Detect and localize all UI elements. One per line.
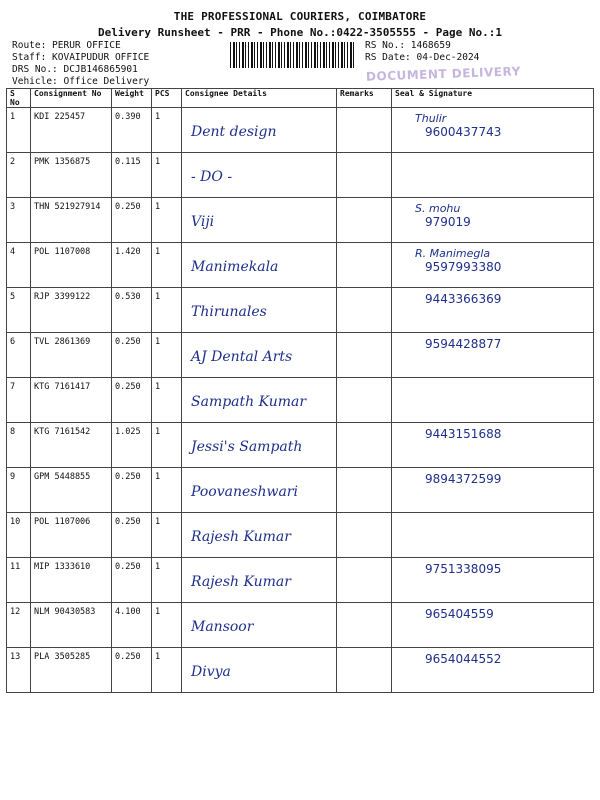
signature-block bbox=[395, 202, 590, 229]
cell-weight: 0.250 bbox=[112, 468, 152, 513]
signature-block bbox=[395, 427, 590, 441]
receiver-phone: 9443366369 bbox=[425, 292, 502, 306]
cell-remarks bbox=[337, 288, 392, 333]
signature-scribble: Thulir bbox=[415, 112, 447, 125]
col-header-consignment: Consignment No bbox=[31, 89, 112, 108]
cell-consignee bbox=[182, 333, 337, 378]
col-header-remarks: Remarks bbox=[337, 89, 392, 108]
cell-consignment: TVL 2861369 bbox=[31, 333, 112, 378]
table-row bbox=[7, 153, 594, 198]
receiver-phone: 9654044552 bbox=[425, 652, 502, 666]
cell-signature bbox=[392, 378, 594, 423]
cell-pcs: 1 bbox=[152, 378, 182, 423]
col-header-pcs: PCS bbox=[152, 89, 182, 108]
table-row bbox=[7, 468, 594, 513]
cell-consignment: KTG 7161417 bbox=[31, 378, 112, 423]
cell-consignee bbox=[182, 603, 337, 648]
table-row bbox=[7, 378, 594, 423]
cell-remarks bbox=[337, 153, 392, 198]
signature-block bbox=[395, 337, 590, 351]
cell-consignment: PMK 1356875 bbox=[31, 153, 112, 198]
cell-remarks bbox=[337, 468, 392, 513]
consignee-handwriting: Mansoor bbox=[191, 619, 254, 635]
rs-number: RS No.: 1468659 bbox=[365, 40, 451, 51]
cell-remarks bbox=[337, 108, 392, 153]
receiver-phone: 9594428877 bbox=[425, 337, 502, 351]
signature-block bbox=[395, 472, 590, 486]
cell-pcs: 1 bbox=[152, 468, 182, 513]
cell-remarks bbox=[337, 558, 392, 603]
document-delivery-stamp: DOCUMENT DELIVERY bbox=[365, 64, 521, 84]
header-right-info bbox=[365, 40, 479, 64]
table-row bbox=[7, 603, 594, 648]
cell-sno: 1 bbox=[7, 108, 31, 153]
signature-scribble: S. mohu bbox=[415, 202, 461, 215]
cell-weight: 1.025 bbox=[112, 423, 152, 468]
cell-pcs: 1 bbox=[152, 198, 182, 243]
cell-pcs: 1 bbox=[152, 153, 182, 198]
header-left-info bbox=[12, 40, 149, 88]
consignee-handwriting: - DO - bbox=[191, 169, 233, 185]
table-header-row bbox=[7, 89, 594, 108]
cell-pcs: 1 bbox=[152, 243, 182, 288]
cell-sno: 10 bbox=[7, 513, 31, 558]
table-body bbox=[7, 108, 594, 693]
cell-weight: 0.250 bbox=[112, 513, 152, 558]
barcode-graphic bbox=[230, 42, 355, 68]
cell-consignee bbox=[182, 648, 337, 693]
cell-signature bbox=[392, 603, 594, 648]
cell-signature bbox=[392, 468, 594, 513]
cell-pcs: 1 bbox=[152, 333, 182, 378]
signature-block bbox=[395, 607, 590, 621]
cell-pcs: 1 bbox=[152, 423, 182, 468]
consignee-handwriting: Divya bbox=[191, 664, 231, 680]
receiver-phone: 9751338095 bbox=[425, 562, 502, 576]
cell-pcs: 1 bbox=[152, 108, 182, 153]
consignee-handwriting: Dent design bbox=[191, 124, 277, 140]
receiver-phone: 9443151688 bbox=[425, 427, 502, 441]
cell-signature bbox=[392, 513, 594, 558]
company-title: THE PROFESSIONAL COURIERS, COIMBATORE bbox=[173, 10, 427, 23]
cell-weight: 0.250 bbox=[112, 648, 152, 693]
signature-block bbox=[395, 292, 590, 306]
cell-remarks bbox=[337, 243, 392, 288]
cell-consignee bbox=[182, 198, 337, 243]
col-header-signature: Seal & Signature bbox=[392, 89, 594, 108]
runsheet-subtitle: Delivery Runsheet - PRR - Phone No.:0422-3505555 - Page No.:1 bbox=[98, 26, 502, 39]
cell-consignee bbox=[182, 513, 337, 558]
cell-weight: 0.530 bbox=[112, 288, 152, 333]
cell-sno: 9 bbox=[7, 468, 31, 513]
signature-scribble: R. Manimegla bbox=[415, 247, 491, 260]
cell-remarks bbox=[337, 198, 392, 243]
cell-signature bbox=[392, 108, 594, 153]
consignee-handwriting: Rajesh Kumar bbox=[191, 529, 291, 545]
staff-label: Staff: KOVAIPUDUR OFFICE bbox=[12, 52, 150, 63]
drs-number: DRS No.: DCJB146865901 bbox=[12, 64, 138, 75]
receiver-phone: 965404559 bbox=[425, 607, 494, 621]
col-header-weight: Weight bbox=[112, 89, 152, 108]
table-row bbox=[7, 288, 594, 333]
table-row bbox=[7, 198, 594, 243]
cell-remarks bbox=[337, 648, 392, 693]
cell-consignment: RJP 3399122 bbox=[31, 288, 112, 333]
consignee-handwriting: Thirunales bbox=[191, 304, 267, 320]
cell-weight: 0.250 bbox=[112, 333, 152, 378]
consignee-handwriting: Manimekala bbox=[191, 259, 279, 275]
cell-consignment: KTG 7161542 bbox=[31, 423, 112, 468]
cell-pcs: 1 bbox=[152, 288, 182, 333]
cell-consignee bbox=[182, 468, 337, 513]
col-header-consignee: Consignee Details bbox=[182, 89, 337, 108]
cell-sno: 7 bbox=[7, 378, 31, 423]
cell-signature bbox=[392, 198, 594, 243]
cell-consignee bbox=[182, 153, 337, 198]
route-label: Route: PERUR OFFICE bbox=[12, 40, 121, 51]
vehicle-label: Vehicle: Office Delivery bbox=[12, 76, 150, 87]
table-row bbox=[7, 513, 594, 558]
consignee-handwriting: Poovaneshwari bbox=[191, 484, 298, 500]
cell-sno: 6 bbox=[7, 333, 31, 378]
cell-sno: 3 bbox=[7, 198, 31, 243]
consignee-handwriting: AJ Dental Arts bbox=[191, 349, 293, 365]
signature-block bbox=[395, 247, 590, 274]
cell-consignee bbox=[182, 288, 337, 333]
table-row bbox=[7, 648, 594, 693]
cell-consignment: GPM 5448855 bbox=[31, 468, 112, 513]
cell-consignee bbox=[182, 243, 337, 288]
cell-remarks bbox=[337, 603, 392, 648]
cell-sno: 2 bbox=[7, 153, 31, 198]
table-row bbox=[7, 108, 594, 153]
cell-signature bbox=[392, 153, 594, 198]
cell-consignment: THN 521927914 bbox=[31, 198, 112, 243]
cell-consignee bbox=[182, 378, 337, 423]
consignee-handwriting: Viji bbox=[191, 214, 215, 230]
delivery-table bbox=[6, 88, 594, 693]
cell-signature bbox=[392, 423, 594, 468]
cell-pcs: 1 bbox=[152, 648, 182, 693]
cell-sno: 11 bbox=[7, 558, 31, 603]
cell-consignee bbox=[182, 108, 337, 153]
cell-weight: 0.250 bbox=[112, 558, 152, 603]
cell-consignment: POL 1107006 bbox=[31, 513, 112, 558]
table-row bbox=[7, 558, 594, 603]
cell-consignee bbox=[182, 423, 337, 468]
cell-consignee bbox=[182, 558, 337, 603]
cell-consignment: PLA 3505285 bbox=[31, 648, 112, 693]
cell-pcs: 1 bbox=[152, 513, 182, 558]
cell-signature bbox=[392, 288, 594, 333]
receiver-phone: 9600437743 bbox=[425, 125, 502, 139]
col-header-sno: S No bbox=[7, 89, 31, 108]
cell-consignment: MIP 1333610 bbox=[31, 558, 112, 603]
cell-weight: 0.115 bbox=[112, 153, 152, 198]
cell-sno: 4 bbox=[7, 243, 31, 288]
table-row bbox=[7, 333, 594, 378]
cell-sno: 12 bbox=[7, 603, 31, 648]
rs-date: RS Date: 04-Dec-2024 bbox=[365, 52, 480, 63]
cell-sno: 5 bbox=[7, 288, 31, 333]
cell-signature bbox=[392, 243, 594, 288]
cell-sno: 13 bbox=[7, 648, 31, 693]
consignee-handwriting: Jessi's Sampath bbox=[191, 439, 303, 455]
signature-block bbox=[395, 652, 590, 666]
table-row bbox=[7, 423, 594, 468]
cell-remarks bbox=[337, 378, 392, 423]
receiver-phone: 979019 bbox=[425, 215, 471, 229]
cell-weight: 0.250 bbox=[112, 198, 152, 243]
cell-signature bbox=[392, 333, 594, 378]
signature-block bbox=[395, 112, 590, 139]
cell-pcs: 1 bbox=[152, 603, 182, 648]
cell-weight: 4.100 bbox=[112, 603, 152, 648]
cell-consignment: NLM 90430583 bbox=[31, 603, 112, 648]
signature-block bbox=[395, 562, 590, 576]
cell-remarks bbox=[337, 333, 392, 378]
consignee-handwriting: Sampath Kumar bbox=[191, 394, 307, 410]
cell-signature bbox=[392, 558, 594, 603]
cell-consignment: POL 1107008 bbox=[31, 243, 112, 288]
consignee-handwriting: Rajesh Kumar bbox=[191, 574, 291, 590]
cell-remarks bbox=[337, 423, 392, 468]
cell-sno: 8 bbox=[7, 423, 31, 468]
receiver-phone: 9894372599 bbox=[425, 472, 502, 486]
cell-weight: 1.420 bbox=[112, 243, 152, 288]
cell-consignment: KDI 225457 bbox=[31, 108, 112, 153]
cell-weight: 0.250 bbox=[112, 378, 152, 423]
cell-signature bbox=[392, 648, 594, 693]
receiver-phone: 9597993380 bbox=[425, 260, 502, 274]
table-row bbox=[7, 243, 594, 288]
cell-remarks bbox=[337, 513, 392, 558]
cell-weight: 0.390 bbox=[112, 108, 152, 153]
cell-pcs: 1 bbox=[152, 558, 182, 603]
